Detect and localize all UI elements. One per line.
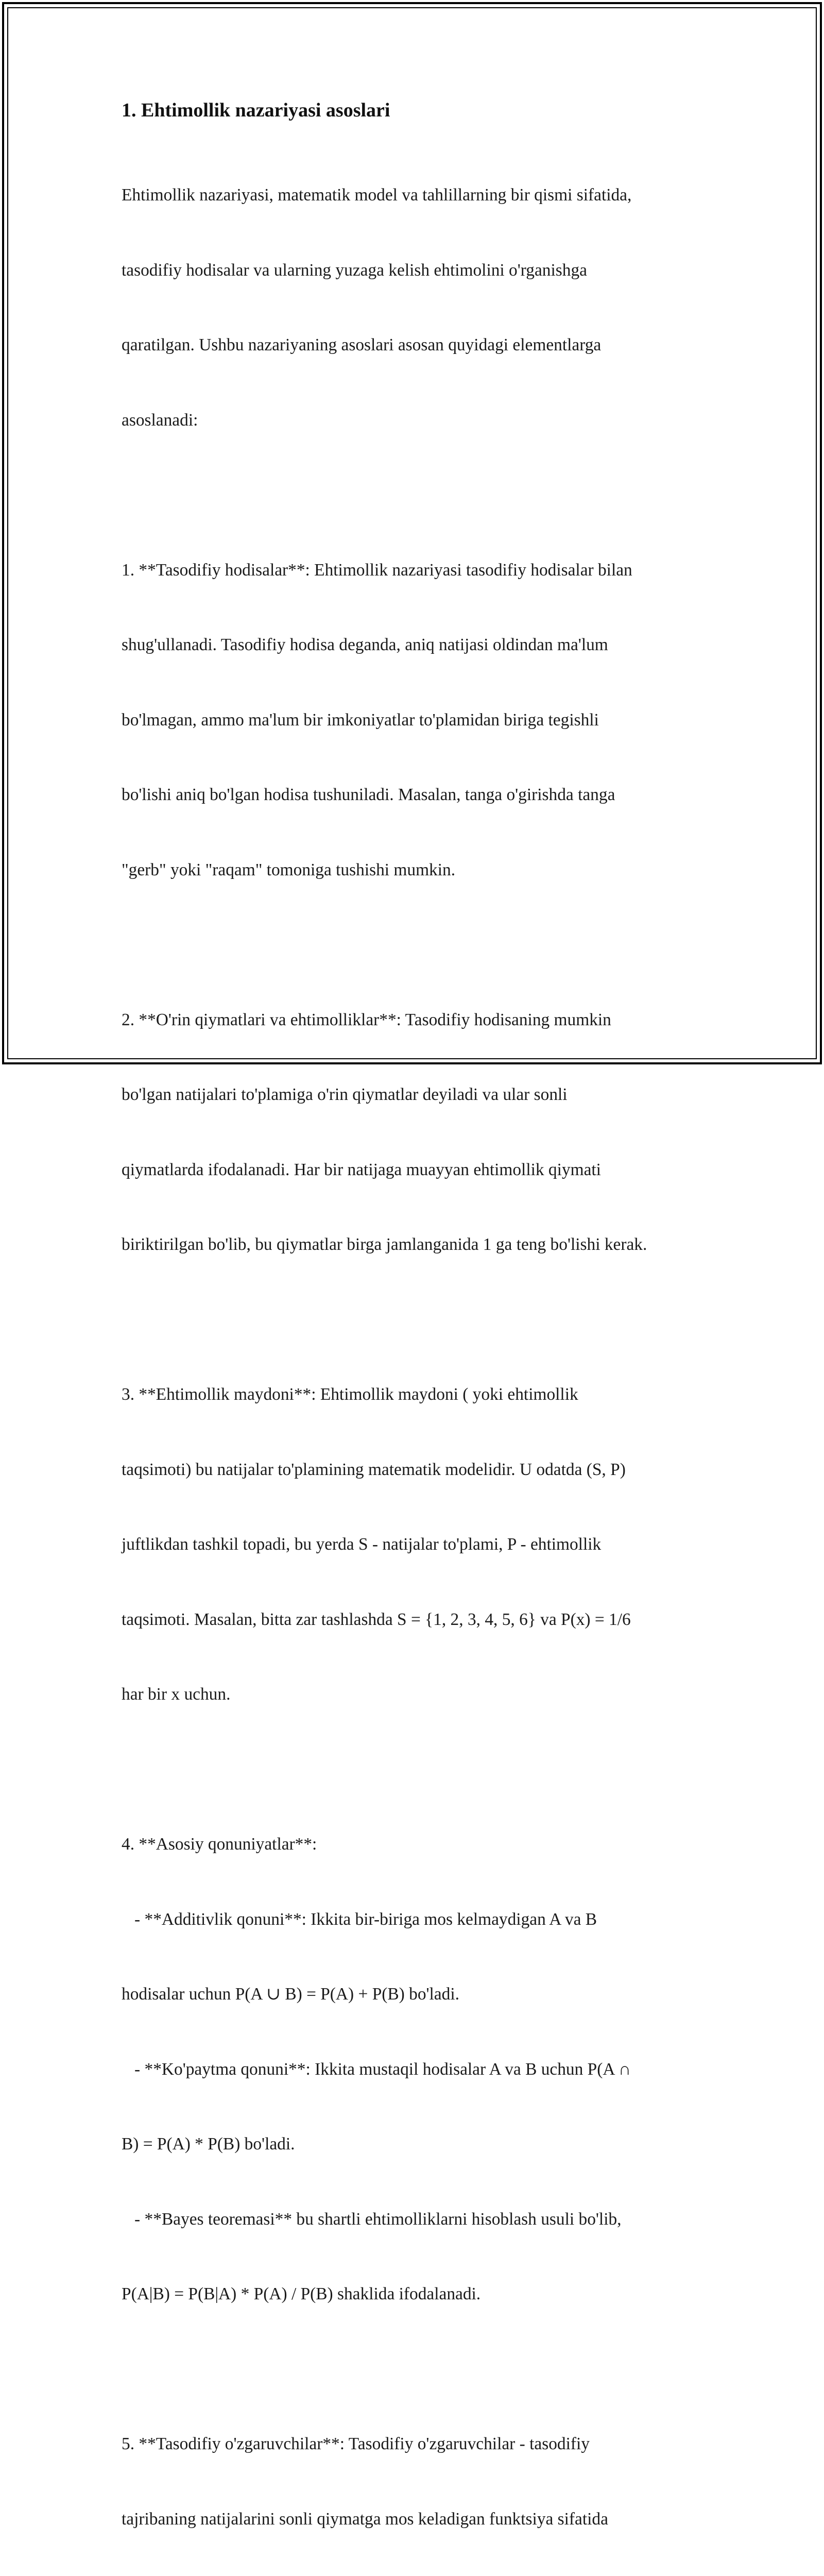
document-body xyxy=(122,95,714,2576)
text-line: 1. **Tasodifiy hodisalar**: Ehtimollik nazariyasi tasodifiy hodisalar bilan xyxy=(122,560,632,580)
text-line: shug'ullanadi. Tasodifiy hodisa deganda, aniq natijasi oldindan ma'lum xyxy=(122,635,608,654)
text-line: bo'lishi aniq bo'lgan hodisa tushuniladi. Masalan, tanga o'girishda tanga xyxy=(122,785,615,804)
text-line: taqsimoti. Masalan, bitta zar tashlashda S = {1, 2, 3, 4, 5, 6} va P(x) = 1/6 xyxy=(122,1609,631,1629)
text-line: 4. **Asosiy qonuniyatlar**: xyxy=(122,1835,317,1854)
text-line: 5. **Tasodifiy o'zgaruvchilar**: Tasodifiy o'zgaruvchilar - tasodifiy xyxy=(122,2434,590,2453)
text-line: - **Additivlik qonuni**: Ikkita bir-biriga mos kelmaydigan A va B xyxy=(122,1909,597,1929)
paragraph-item-1 xyxy=(122,508,714,933)
text-line: 3. **Ehtimollik maydoni**: Ehtimollik maydoni ( yoki ehtimollik xyxy=(122,1385,578,1404)
text-line: qiymatlarda ifodalanadi. Har bir natijaga muayyan ehtimollik qiymati xyxy=(122,1160,601,1179)
document-title: 1. Ehtimollik nazariyasi asoslari xyxy=(122,99,390,121)
text-line: B) = P(A) * P(B) bo'ladi. xyxy=(122,2134,295,2154)
text-line: asoslanadi: xyxy=(122,410,198,430)
text-line: tajribaning natijalarini sonli qiymatga mos keladigan funktsiya sifatida xyxy=(122,2509,608,2529)
paragraph-item-2 xyxy=(122,958,714,1308)
text-line: taqsimoti) bu natijalar to'plamining matematik modelidir. U odatda (S, P) xyxy=(122,1460,626,1479)
text-line: bo'lgan natijalari to'plamiga o'rin qiymatlar deyiladi va ular sonli xyxy=(122,1085,568,1104)
paragraph-item-3 xyxy=(122,1332,714,1757)
text-line: tasodifiy hodisalar va ularning yuzaga kelish ehtimolini o'rganishga xyxy=(122,260,587,280)
text-line: bo'lmagan, ammo ma'lum bir imkoniyatlar to'plamidan biriga tegishli xyxy=(122,710,599,730)
text-line: - **Ko'paytma qonuni**: Ikkita mustaqil hodisalar A va B uchun P(A ∩ xyxy=(122,2059,631,2079)
paragraph-item-4 xyxy=(122,1782,714,2357)
text-line: hodisalar uchun P(A ∪ B) = P(A) + P(B) bo'ladi. xyxy=(122,1985,459,2004)
text-line: har bir x uchun. xyxy=(122,1685,231,1704)
text-line: juftlikdan tashkil topadi, bu yerda S - natijalar to'plami, P - ehtimollik xyxy=(122,1535,602,1554)
text-line: qaratilgan. Ushbu nazariyaning asoslari asosan quyidagi elementlarga xyxy=(122,335,602,354)
text-line: - **Bayes teoremasi** bu shartli ehtimolliklarni hisoblash usuli bo'lib, xyxy=(122,2209,622,2229)
text-line: P(A|B) = P(B|A) * P(A) / P(B) shaklida ifodalanadi. xyxy=(122,2284,481,2303)
text-line: "gerb" yoki "raqam" tomoniga tushishi mumkin. xyxy=(122,860,456,879)
text-line: biriktirilgan bo'lib, bu qiymatlar birga jamlanganida 1 ga teng bo'lishi kerak. xyxy=(122,1235,647,1254)
text-line: Ehtimollik nazariyasi, matematik model va tahlillarning bir qismi sifatida, xyxy=(122,185,632,205)
paragraph-intro xyxy=(122,133,714,483)
paragraph-item-5 xyxy=(122,2382,714,2576)
text-line: 2. **O'rin qiymatlari va ehtimolliklar**: Tasodifiy hodisaning mumkin xyxy=(122,1010,611,1029)
